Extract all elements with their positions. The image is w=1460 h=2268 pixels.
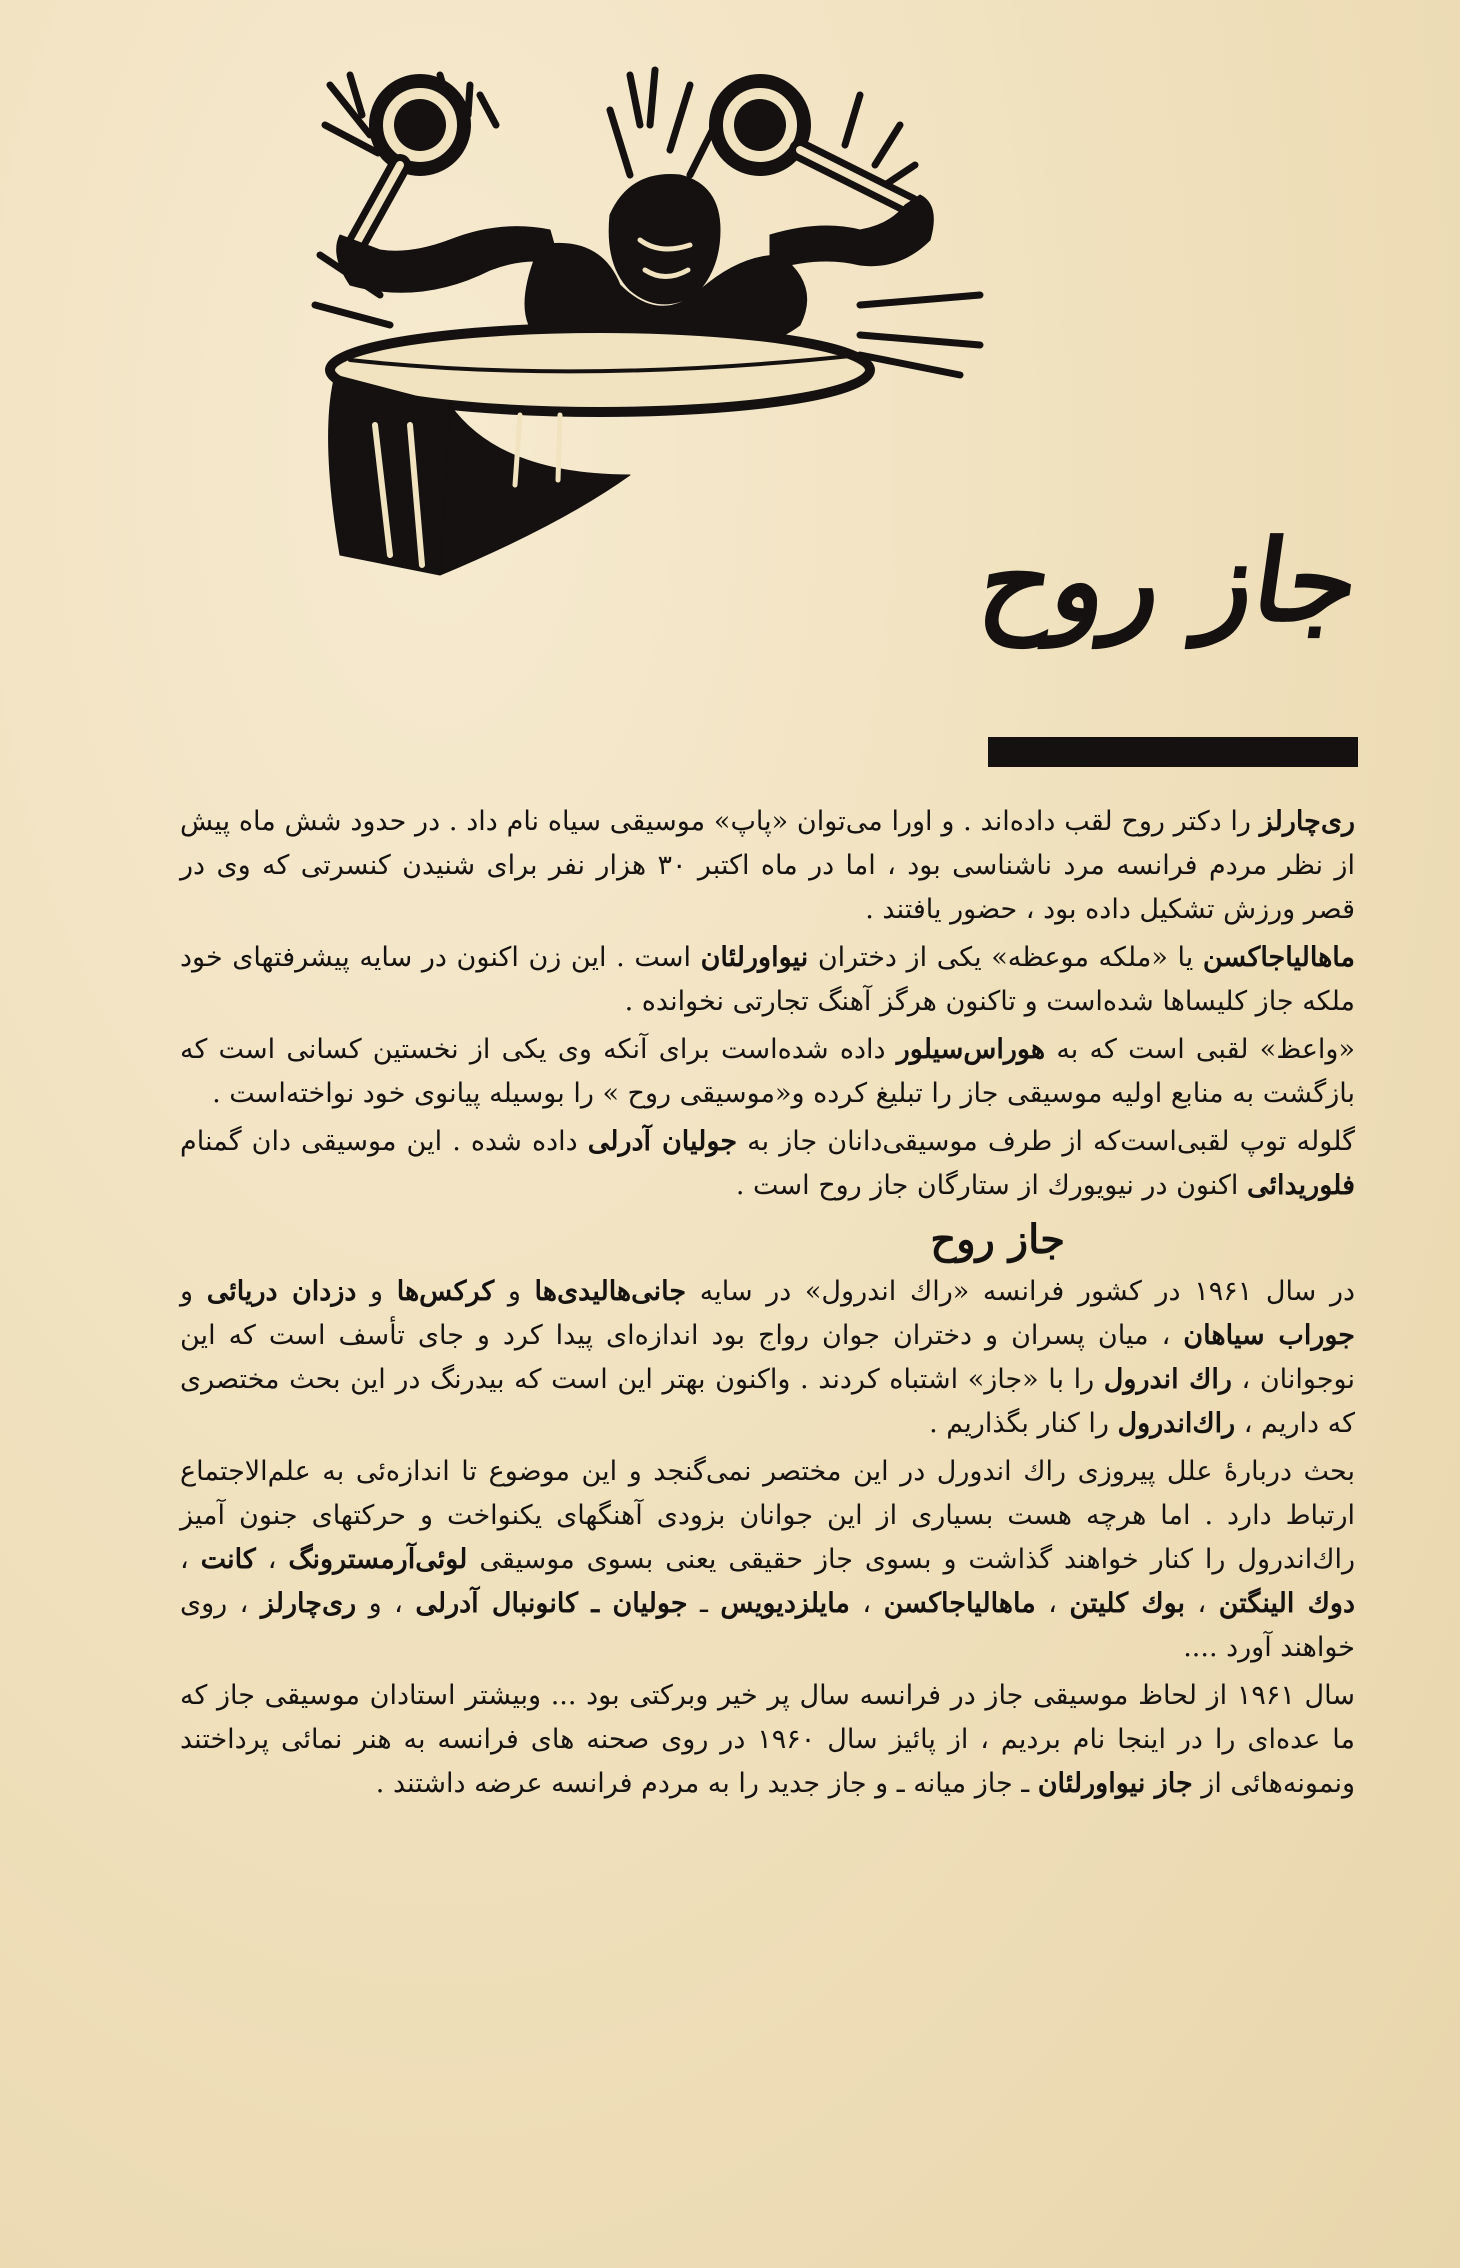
paragraph [180,936,1355,1024]
bold-name: نیواورلئان [700,942,809,973]
bold-name: کرکس‌ها [396,1276,495,1307]
text-run: را کنار بگذاریم . [929,1408,1118,1439]
text-run: ، [1035,1588,1070,1619]
bold-name: فلوریدائی [1246,1170,1355,1201]
paragraph [180,1674,1355,1806]
bold-name: هوراس‌سیلور [896,1034,1046,1065]
bold-name: بوك کلیتن [1069,1588,1186,1619]
text-run: ، روی خواهند آورد .... [180,1588,1355,1663]
intro-paragraphs [180,800,1355,1208]
bold-name: جولیان آدرلی [587,1126,738,1157]
text-run: سال ۱۹۶۱ از لحاظ موسیقی جاز در فرانسه سال پر خیر وبرکتی بود ... وبیشتر استادان موسیقی جاز که ما عده‌ای را در اینجا نام بردیم ، از پائیز سال ۱۹۶۰ در روی صحنه های فرانسه به هنر نمائی پرداختند ونمونه‌هائی از [180,1680,1355,1799]
bold-name: جوراب سیاهان [1183,1320,1355,1351]
text-run: و [356,1276,397,1307]
bold-name: لوئی‌آرمسترونگ [288,1544,468,1575]
text-run: در سال ۱۹۶۱ در کشور فرانسه «راك اندرول» در سایه [686,1276,1356,1307]
text-run: «واعظ» لقبی است که به [1045,1034,1355,1065]
title-underline-bar [988,737,1358,767]
drummer-illustration [300,55,1000,615]
paragraph [180,1270,1355,1446]
drummer-head [609,175,720,304]
article-body [180,800,1355,1810]
text-run: ، و [356,1588,416,1619]
bold-name: ماهالیاجاکسن [883,1588,1036,1619]
text-run: داده شده . این موسیقی دان گمنام [180,1126,588,1157]
bold-name: دوك الینگتن [1218,1588,1355,1619]
page-title: جاز روح [971,516,1368,647]
text-run: گلوله توپ لقبی‌است‌که از طرف موسیقی‌دانان جاز به [737,1126,1355,1157]
body-paragraphs [180,1270,1355,1806]
bold-name: ری‌چارلز [260,1588,357,1619]
text-run: و [180,1276,207,1307]
right-arm [770,195,933,270]
text-run: را دکتر روح لقب داده‌اند . و اورا می‌توان «پاپ» موسیقی سیاه نام داد . در حدود شش ماه پیش از نظر مردم فرانسه مرد ناشناسی بود ، اما در ماه اکتبر ۳۰ هزار نفر برای شنیدن کنسرتی که وی در قصر ورزش تشکیل داده بود ، حضور یافتند . [180,806,1355,925]
text-run: است . این زن اکنون در سایه پیشرفتهای خود ملکه جاز کلیساها شده‌است و تاکنون هرگز آهنگ تجارتی نخوانده . [180,942,1355,1017]
bold-name: ری‌چارلز [1259,806,1355,837]
bold-name: کانت [200,1544,256,1575]
text-run: ، [1185,1588,1219,1619]
bold-name: راك اندرول [1103,1364,1232,1395]
text-run: ، میان پسران و دختران جوان رواج بود اندازه‌ای پیدا کرد و جای تأسف است که این نوجوانان ، [180,1320,1356,1395]
text-run: داده شده‌است برای آنکه وی یکی از نخستین کسانی است که بازگشت به منابع اولیه موسیقی جاز را تبلیغ کرده و«موسیقی روح » را بوسیله پیانوی خود نواخته‌است . [180,1034,1355,1109]
bold-name: مایلزدیویس [720,1588,850,1619]
section-heading: جاز روح [930,1216,1065,1263]
text-run: یا «ملکه موعظه» یکی از دختران [808,942,1203,973]
bold-name: جاز نیواورلئان [1037,1768,1193,1799]
bold-name: ماهالیاجاکسن [1202,942,1355,973]
bold-name: جانی‌هالیدی‌ها [534,1276,687,1307]
text-run: ، [849,1588,884,1619]
paragraph [180,1120,1355,1208]
paragraph [180,1028,1355,1116]
bold-name: جولیان ـ کانونبال آدرلی [415,1588,688,1619]
text-run: ، [255,1544,289,1575]
text-run: بحث دربارهٔ علل پیروزی راك اندورل در این مختصر نمی‌گنجد و این موضوع تا اندازه‌ئی به علم‌الاجتماع ارتباط دارد . اما هرچه هست بسیاری از این جوانان بزودی آهنگهای یکنواخت و حرکتهای جنون آمیز راك‌اندرول را کنار خواهند گذاشت و بسوی جاز حقیقی یعنی بسوی موسیقی [180,1456,1356,1575]
text-run: را با «جاز» اشتباه کردند . واکنون بهتر این است که بیدرنگ در این بحث مختصری که داریم ، [180,1364,1355,1439]
paragraph [180,800,1355,932]
text-run: ـ جاز میانه ـ و جاز جدید را به مردم فرانسه عرضه داشتند . [375,1768,1038,1799]
text-run: ، [180,1544,201,1575]
bold-name: راك‌اندرول [1117,1408,1236,1439]
text-run: اکنون در نیویورك از ستارگان جاز روح است . [735,1170,1247,1201]
text-run: و [494,1276,535,1307]
bold-name: دزدان دریائی [206,1276,357,1307]
text-run: ـ [687,1588,721,1619]
paragraph [180,1450,1355,1670]
